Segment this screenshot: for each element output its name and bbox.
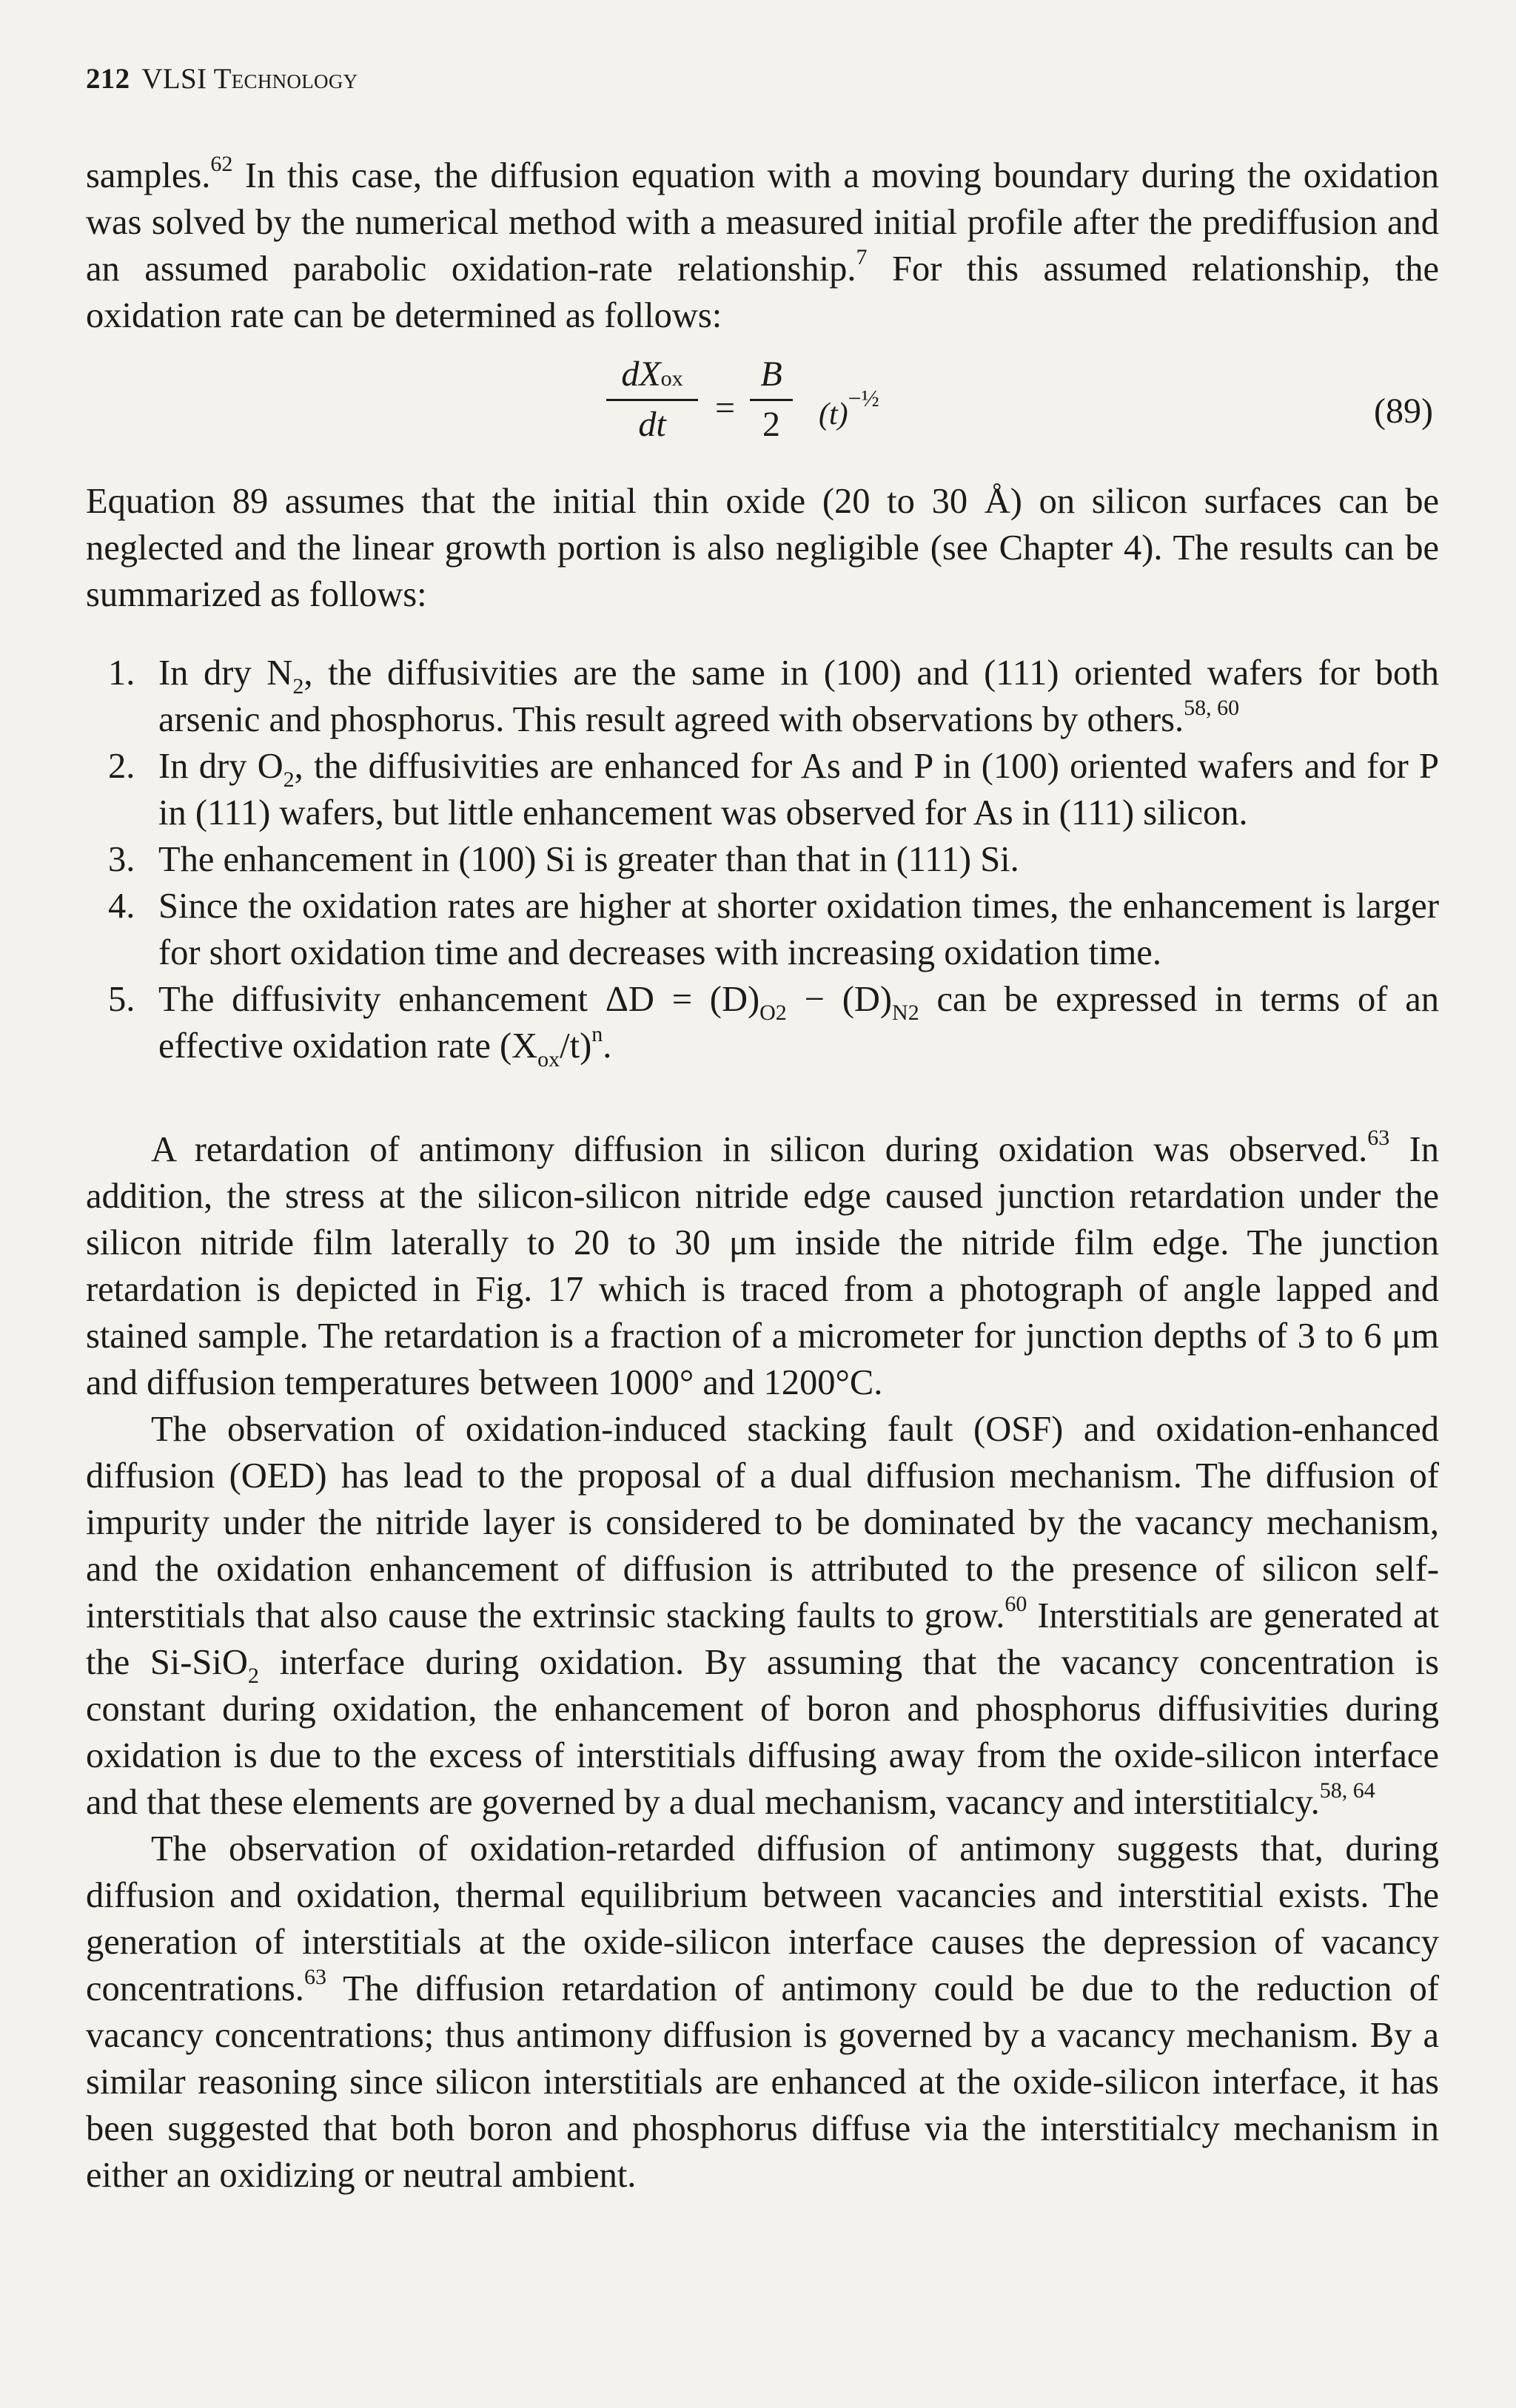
running-title: VLSI Technology: [141, 63, 358, 95]
reference-marker: 62: [210, 152, 233, 176]
equation-89: [86, 354, 1439, 472]
reference-marker: 58, 60: [1184, 696, 1240, 720]
reference-marker: 7: [856, 245, 868, 269]
antimony-paragraph: [86, 1826, 1439, 2199]
fraction-bar: [750, 399, 793, 401]
text-run: Since the oxidation rates are higher at shorter oxidation times, the enhancement is larger for short oxidation time and decreases with increasing oxidation time.: [158, 887, 1439, 972]
list-item: [86, 743, 1439, 836]
lhs-fraction: [606, 354, 698, 445]
page-number: 212: [86, 63, 130, 95]
intro-paragraph: [86, 152, 1439, 339]
subscript: O2: [759, 1000, 787, 1025]
list-number: 1.: [108, 653, 135, 693]
list-number: 2.: [108, 747, 135, 786]
lhs-subscript: ox: [660, 366, 683, 391]
text-run: interface during oxidation. By assuming that the vacancy concentration is constant during oxidation, the enhancement of boron and phosphorus diffusivities during oxidation is due to the excess of interstitials diffusing away from the oxide-silicon interface and that these elements are governed by a dual mechanism, vacancy and interstitialcy.: [86, 1643, 1440, 1822]
lhs-denominator: dt: [638, 405, 666, 444]
text-run: samples.: [86, 156, 211, 195]
list-item: [86, 976, 1440, 1072]
rhs-numerator: B: [760, 354, 782, 394]
text-run: − (D): [786, 980, 893, 1019]
rhs-denominator: 2: [762, 405, 780, 444]
text-run: /t): [560, 1026, 592, 1066]
list-number: 5.: [108, 980, 135, 1019]
running-head: [86, 62, 358, 95]
text-run: In dry O: [158, 747, 284, 786]
lhs-numerator: dX: [621, 354, 661, 394]
text-run: can be expressed in terms of an effective oxidation rate (X: [158, 980, 1440, 1066]
subscript: 2: [247, 1664, 259, 1688]
text-run: In this case, the diffusion equation with a moving boundary during the oxidation was solved by the numerical method with a measured initial profile after the prediffusion and an assumed parabolic oxidation-rate relationship.: [86, 156, 1439, 289]
text-run: The diffusivity enhancement ΔD = (D): [158, 980, 760, 1019]
text-run: , the diffusivities are enhanced for As and P in (100) oriented wafers and for P in (111) wafers, but little enhancement was observed for As in (111) silicon.: [158, 747, 1440, 833]
rhs-fraction: [750, 354, 793, 445]
list-item: [86, 883, 1439, 976]
equals-sign: =: [715, 389, 736, 428]
text-run: In dry N: [158, 653, 293, 693]
equation-number: (89): [1374, 391, 1433, 431]
paragraph-text: Equation 89 assumes that the initial thin oxide (20 to 30 Å) on silicon surfaces can be neglected and the linear growth portion is also negligible (see Chapter 4). The results can be summarized as follows:: [86, 482, 1439, 614]
text-run: The observation of oxidation-induced stacking fault (OSF) and oxidation-enhanced diffusion (OED) has lead to the proposal of a dual diffusion mechanism. The diffusion of impurity under the nitride layer is considered to be dominated by the vacancy mechanism, and the oxidation enhancement of diffusion is attributed to the presence of silicon self-interstitials that also cause the extrinsic stacking faults to grow.: [86, 1410, 1439, 1635]
retardation-paragraph: [86, 1126, 1439, 1406]
text-run: The diffusion retardation of antimony could be due to the reduction of vacancy concentrations; thus antimony diffusion is governed by a vacancy mechanism. By a similar reasoning since silicon interstitials are enhanced at the oxide-silicon interface, it has been suggested that both boron and phosphorus diffuse via the interstitialcy mechanism in either an oxidizing or neutral ambient.: [86, 1969, 1439, 2195]
subscript: 2: [292, 674, 304, 699]
reference-marker: 58, 64: [1319, 1778, 1375, 1803]
subscript: 2: [283, 767, 295, 792]
fraction-bar: [606, 399, 698, 401]
superscript: n: [591, 1022, 603, 1046]
text-run: Interstitials are generated at the Si-SiO: [86, 1596, 1440, 1682]
time-term: (t): [819, 397, 848, 431]
text-run: The enhancement in (100) Si is greater than that in (111) Si.: [158, 840, 1019, 879]
text-run: For this assumed relationship, the oxidation rate can be determined as follows:: [86, 249, 1439, 335]
text-run: A retardation of antimony diffusion in silicon during oxidation was observed.: [151, 1130, 1368, 1169]
reference-marker: 60: [1004, 1592, 1027, 1616]
body-paragraphs: [86, 1126, 1439, 2199]
osf-paragraph: [86, 1406, 1439, 1826]
results-list: [86, 650, 1440, 1072]
text-run: .: [603, 1026, 612, 1066]
text-run: , the diffusivities are the same in (100) and (111) oriented wafers for both arsenic and phosphorus. This result agreed with observations by others.: [158, 653, 1440, 739]
exponent: −½: [848, 385, 879, 411]
text-run: The observation of oxidation-retarded diffusion of antimony suggests that, during diffusion and oxidation, thermal equilibrium between vacancies and interstitial exists. The generation of interstitials at the oxide-silicon interface causes the depression of vacancy concentrations.: [86, 1829, 1439, 2008]
text-run: In addition, the stress at the silicon-silicon nitride edge caused junction retardation under the silicon nitride film laterally to 20 to 30 μm inside the nitride film edge. The junction retardation is depicted in Fig. 17 which is traced from a photograph of angle lapped and stained sample. The retardation is a fraction of a micrometer for junction depths of 3 to 6 μm and diffusion temperatures between 1000° and 1200°C.: [86, 1130, 1439, 1402]
list-item: [86, 650, 1439, 743]
subscript: N2: [892, 1000, 919, 1025]
reference-marker: 63: [1367, 1126, 1390, 1150]
list-item: [86, 836, 1439, 883]
list-number: 3.: [108, 840, 135, 879]
subscript: ox: [537, 1047, 560, 1072]
time-factor: [819, 385, 879, 432]
reference-marker: 63: [303, 1965, 326, 1989]
list-number: 4.: [108, 887, 135, 926]
equation-89-paragraph: [86, 478, 1439, 618]
